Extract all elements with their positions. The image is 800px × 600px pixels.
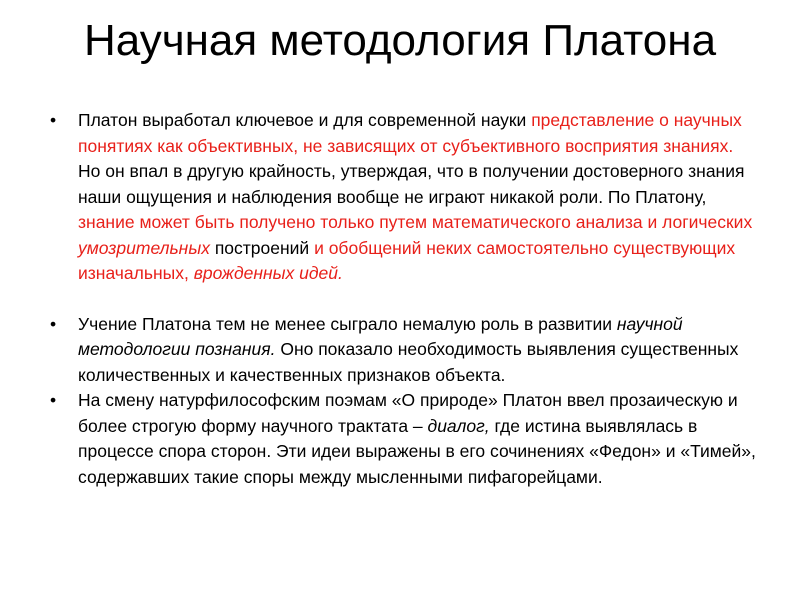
bullet-2-italic: научной методологии познания. <box>78 313 683 359</box>
bullet-marker: • <box>50 110 57 130</box>
bullet-1-highlight-2: знание может быть получено только путем математического анализа и логических <box>78 212 753 232</box>
bullet-1-text-2: Но он впал в другую крайность, утверждая, что в получении достоверного знания наши ощущения и наблюдения вообще не играют никакой роли. По Платону, <box>78 161 745 207</box>
bullet-1-highlight-4: врожденных идей. <box>193 263 343 283</box>
bullet-1-text-1: Платон выработал ключевое и для современной науки <box>78 110 532 130</box>
bullet-list <box>50 108 760 490</box>
bullet-marker: • <box>50 313 57 334</box>
bullet-item-2 <box>50 312 760 389</box>
bullet-2-text-2: Оно показало необходимость выявления существенных количественных и качественных признаков объекта. <box>78 339 739 385</box>
bullet-marker: • <box>50 390 57 410</box>
slide-title: Научная методология Платона <box>83 16 717 65</box>
bullet-3-text-2: где истина выявлялась в процессе спора сторон. Эти идеи выражены в его сочинениях «Федон» и «Тимей», содержавших такие споры между мысленными пифагорейцами. <box>78 415 756 487</box>
bullet-item-1 <box>50 108 760 287</box>
bullet-1-highlight-italic: умозрительных <box>78 237 210 258</box>
bullet-1-highlight-3: и обобщений неких самостоятельно существующих изначальных, <box>78 237 736 283</box>
bullet-1-highlight-1: представление о научных понятиях как объективных, не зависящих от субъективного восприятия знаниях. <box>78 110 742 156</box>
bullet-3-italic: диалог, <box>427 415 490 436</box>
bullet-item-3 <box>50 388 760 490</box>
bullet-2-text-1: Учение Платона тем не менее сыграло немалую роль в развитии <box>78 313 617 334</box>
bullet-1-text-3: построений <box>209 237 310 258</box>
bullet-3-text-1: На смену натурфилософским поэмам «О природе» Платон ввел прозаическую и более строгую форму научного трактата – <box>78 390 738 436</box>
